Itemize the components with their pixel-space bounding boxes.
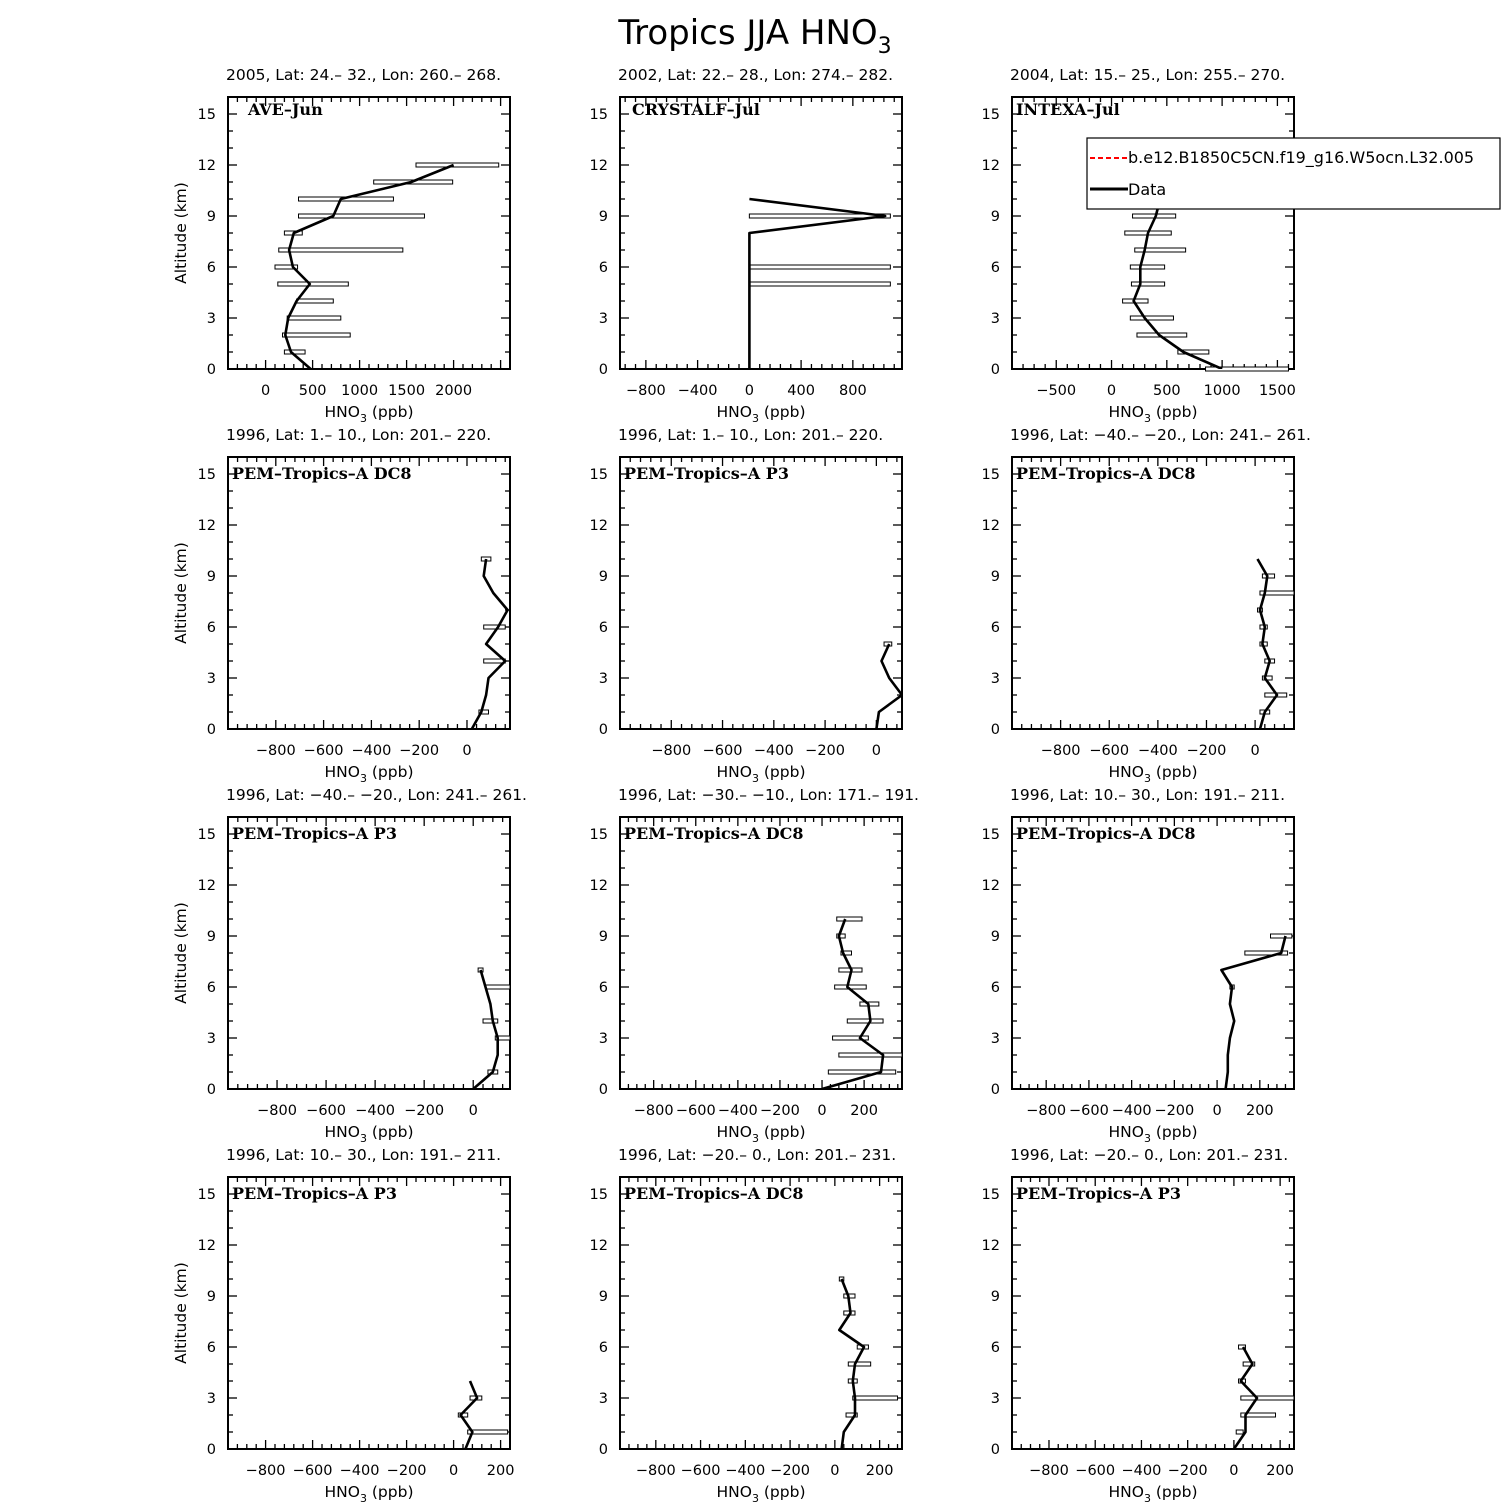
x-tick-label: −800 bbox=[257, 1103, 297, 1119]
x-tick-label: 200 bbox=[1245, 1103, 1274, 1119]
plot-frame bbox=[1012, 457, 1294, 729]
data-profile-line bbox=[472, 559, 508, 729]
spread-bar bbox=[1241, 1396, 1294, 1400]
spread-bar bbox=[853, 1396, 898, 1400]
x-tick-label: 0 bbox=[468, 1103, 478, 1119]
x-tick-label: 200 bbox=[1266, 1463, 1294, 1479]
x-tick-label: −200 bbox=[386, 1463, 427, 1479]
plot-frame bbox=[620, 97, 902, 369]
panel-label: PEM–Tropics–A DC8 bbox=[232, 464, 412, 483]
spread-bar bbox=[847, 1019, 883, 1023]
spread-bar bbox=[1135, 248, 1186, 252]
x-tick-label: −800 bbox=[245, 1463, 286, 1479]
spread-bar bbox=[485, 985, 510, 989]
y-tick-label: 0 bbox=[598, 362, 608, 378]
y-axis-label: Altitude (km) bbox=[172, 902, 190, 1004]
panel-header: 1996, Lat: 1.– 10., Lon: 201.– 220. bbox=[618, 426, 884, 444]
x-tick-label: −600 bbox=[1068, 1103, 1109, 1119]
panels bbox=[172, 66, 1311, 1505]
x-tick-label: 400 bbox=[787, 383, 815, 399]
y-tick-label: 6 bbox=[990, 1340, 1000, 1356]
y-tick-label: 0 bbox=[206, 1442, 216, 1458]
panel-header: 1996, Lat: −40.– −20., Lon: 241.– 261. bbox=[226, 786, 527, 804]
panel-header: 2004, Lat: 15.– 25., Lon: 255.– 270. bbox=[1010, 66, 1286, 84]
panel-header: 2005, Lat: 24.– 32., Lon: 260.– 268. bbox=[226, 66, 502, 84]
legend-label-data: Data bbox=[1128, 180, 1167, 199]
y-tick-label: 6 bbox=[598, 1340, 608, 1356]
panel-label: PEM–Tropics–A DC8 bbox=[1016, 824, 1196, 843]
spread-bar bbox=[278, 282, 349, 286]
x-tick-label: 500 bbox=[298, 383, 327, 399]
y-tick-label: 0 bbox=[206, 1082, 216, 1098]
x-tick-label: −400 bbox=[677, 383, 718, 399]
y-tick-label: 3 bbox=[206, 1391, 216, 1407]
x-tick-label: 200 bbox=[865, 1463, 894, 1479]
plot-frame bbox=[620, 1177, 902, 1449]
y-tick-label: 12 bbox=[589, 158, 608, 174]
panel-header: 1996, Lat: −20.– 0., Lon: 201.– 231. bbox=[618, 1146, 897, 1164]
spread-bar bbox=[1131, 282, 1164, 286]
x-tick-label: 1000 bbox=[341, 383, 379, 399]
data-profile-line bbox=[285, 165, 453, 369]
x-axis-label: $HNO_3$ (ppb) bbox=[324, 403, 414, 425]
x-tick-label: 0 bbox=[1229, 1463, 1239, 1479]
x-tick-label: 500 bbox=[1152, 383, 1181, 399]
y-tick-label: 3 bbox=[206, 1031, 216, 1047]
spread-bar bbox=[284, 350, 305, 354]
spread-bar bbox=[848, 1362, 870, 1366]
x-tick-label: −600 bbox=[702, 743, 743, 759]
y-tick-label: 0 bbox=[206, 722, 216, 738]
y-tick-label: 9 bbox=[206, 929, 216, 945]
y-tick-label: 0 bbox=[990, 1442, 1000, 1458]
y-tick-label: 3 bbox=[598, 311, 608, 327]
x-tick-label: −800 bbox=[625, 383, 666, 399]
x-tick-label: −400 bbox=[355, 1103, 396, 1119]
spread-bar bbox=[287, 316, 341, 320]
x-axis-label: $HNO_3$ (ppb) bbox=[1108, 763, 1198, 785]
panel-11 bbox=[590, 1146, 902, 1505]
spread-bar bbox=[1130, 316, 1173, 320]
y-tick-label: 12 bbox=[197, 518, 216, 534]
x-tick-label: −800 bbox=[1026, 1103, 1067, 1119]
x-tick-label: −200 bbox=[1154, 1103, 1195, 1119]
y-tick-label: 9 bbox=[598, 209, 608, 225]
x-tick-label: −200 bbox=[770, 1463, 811, 1479]
x-tick-label: 1000 bbox=[1203, 383, 1241, 399]
x-tick-label: −400 bbox=[717, 1103, 758, 1119]
y-tick-label: 6 bbox=[598, 980, 608, 996]
x-tick-label: 0 bbox=[1250, 743, 1260, 759]
panel-2 bbox=[590, 66, 902, 425]
x-axis-label: $HNO_3$ (ppb) bbox=[1108, 1483, 1198, 1505]
x-tick-label: −200 bbox=[760, 1103, 800, 1119]
y-tick-label: 15 bbox=[197, 827, 216, 843]
legend-label-model: b.e12.B1850C5CN.f19_g16.W5ocn.L32.005 bbox=[1128, 148, 1475, 167]
x-tick-label: −800 bbox=[635, 1463, 676, 1479]
y-tick-label: 12 bbox=[197, 878, 216, 894]
y-tick-label: 9 bbox=[598, 569, 608, 585]
x-tick-label: −500 bbox=[1036, 383, 1077, 399]
data-profile-line bbox=[1221, 936, 1285, 1089]
x-tick-label: −800 bbox=[1040, 743, 1081, 759]
x-tick-label: −400 bbox=[1121, 1463, 1162, 1479]
y-tick-label: 15 bbox=[197, 107, 216, 123]
y-tick-label: 0 bbox=[990, 722, 1000, 738]
panel-label: PEM–Tropics–A P3 bbox=[1016, 1184, 1181, 1203]
y-tick-label: 15 bbox=[589, 467, 608, 483]
y-tick-label: 15 bbox=[197, 467, 216, 483]
y-tick-label: 6 bbox=[206, 620, 216, 636]
panel-5 bbox=[590, 426, 902, 785]
y-axis-label: Altitude (km) bbox=[172, 1262, 190, 1364]
x-axis-label: $HNO_3$ (ppb) bbox=[716, 763, 806, 785]
y-tick-label: 12 bbox=[589, 518, 608, 534]
x-axis-label: $HNO_3$ (ppb) bbox=[324, 1483, 414, 1505]
x-tick-label: 0 bbox=[448, 1463, 459, 1479]
x-axis-label: $HNO_3$ (ppb) bbox=[716, 403, 806, 425]
x-tick-label: −200 bbox=[1167, 1463, 1208, 1479]
y-tick-label: 3 bbox=[990, 311, 1000, 327]
panel-label: AVE–Jun bbox=[248, 100, 323, 119]
x-tick-label: 0 bbox=[462, 743, 472, 759]
panel-label: CRYSTALF–Jul bbox=[632, 100, 760, 119]
x-tick-label: 0 bbox=[830, 1463, 840, 1479]
x-tick-label: 1500 bbox=[1258, 383, 1296, 399]
panel-3 bbox=[982, 66, 1296, 425]
y-tick-label: 12 bbox=[589, 878, 608, 894]
x-tick-label: −800 bbox=[633, 1103, 674, 1119]
panel-10 bbox=[172, 1146, 514, 1505]
x-tick-label: −200 bbox=[1186, 743, 1227, 759]
panel-header: 1996, Lat: 10.– 30., Lon: 191.– 211. bbox=[1010, 786, 1286, 804]
y-tick-label: 6 bbox=[598, 620, 608, 636]
y-tick-label: 0 bbox=[598, 1082, 608, 1098]
x-tick-label: 0 bbox=[1212, 1103, 1222, 1119]
panel-header: 1996, Lat: −20.– 0., Lon: 201.– 231. bbox=[1010, 1146, 1289, 1164]
panel-header: 1996, Lat: 1.– 10., Lon: 201.– 220. bbox=[226, 426, 492, 444]
y-tick-label: 9 bbox=[206, 569, 216, 585]
x-tick-label: 200 bbox=[486, 1463, 515, 1479]
y-tick-label: 6 bbox=[206, 980, 216, 996]
spread-bar bbox=[483, 1019, 498, 1023]
x-tick-label: −600 bbox=[1089, 743, 1130, 759]
x-tick-label: −800 bbox=[1029, 1463, 1069, 1479]
x-tick-label: −400 bbox=[351, 743, 392, 759]
y-tick-label: 0 bbox=[206, 362, 216, 378]
x-tick-label: −600 bbox=[680, 1463, 721, 1479]
x-tick-label: −600 bbox=[1075, 1463, 1116, 1479]
y-tick-label: 3 bbox=[598, 671, 608, 687]
x-tick-label: 0 bbox=[1106, 383, 1117, 399]
panel-9 bbox=[982, 786, 1294, 1145]
y-tick-label: 6 bbox=[990, 980, 1000, 996]
spread-bar bbox=[1130, 265, 1164, 269]
x-tick-label: −400 bbox=[1137, 743, 1178, 759]
y-tick-label: 9 bbox=[206, 209, 216, 225]
y-tick-label: 0 bbox=[598, 722, 608, 738]
legend bbox=[1087, 138, 1500, 209]
spread-bar bbox=[837, 917, 862, 921]
spread-bar bbox=[1271, 934, 1292, 938]
y-tick-label: 12 bbox=[197, 158, 216, 174]
y-tick-label: 12 bbox=[981, 1238, 1000, 1254]
x-tick-label: −600 bbox=[292, 1463, 333, 1479]
x-tick-label: 0 bbox=[871, 743, 881, 759]
spread-bar bbox=[828, 1070, 895, 1074]
panel-label: PEM–Tropics–A P3 bbox=[232, 824, 397, 843]
x-axis-label: $HNO_3$ (ppb) bbox=[716, 1483, 806, 1505]
y-tick-label: 6 bbox=[206, 1340, 216, 1356]
y-tick-label: 6 bbox=[990, 620, 1000, 636]
y-tick-label: 12 bbox=[981, 518, 1000, 534]
x-axis-label: $HNO_3$ (ppb) bbox=[324, 763, 414, 785]
y-tick-label: 6 bbox=[206, 260, 216, 276]
y-tick-label: 12 bbox=[981, 158, 1000, 174]
plot-frame bbox=[228, 97, 510, 369]
x-tick-label: −200 bbox=[399, 743, 440, 759]
x-tick-label: −400 bbox=[1111, 1103, 1152, 1119]
y-tick-label: 15 bbox=[589, 827, 608, 843]
spread-bar bbox=[297, 299, 334, 303]
y-tick-label: 0 bbox=[598, 1442, 608, 1458]
spread-bar bbox=[283, 333, 351, 337]
panel-label: PEM–Tropics–A DC8 bbox=[1016, 464, 1196, 483]
x-tick-label: 1500 bbox=[388, 383, 426, 399]
y-tick-label: 15 bbox=[589, 1187, 608, 1203]
panel-header: 2002, Lat: 22.– 28., Lon: 274.– 282. bbox=[618, 66, 894, 84]
x-tick-label: 800 bbox=[839, 383, 867, 399]
x-tick-label: −600 bbox=[306, 1103, 347, 1119]
y-tick-label: 9 bbox=[598, 1289, 608, 1305]
y-tick-label: 6 bbox=[990, 260, 1000, 276]
x-tick-label: −600 bbox=[303, 743, 344, 759]
plot-frame bbox=[228, 817, 510, 1089]
y-tick-label: 3 bbox=[206, 311, 216, 327]
panel-label: PEM–Tropics–A DC8 bbox=[624, 824, 804, 843]
panel-label: PEM–Tropics–A P3 bbox=[232, 1184, 397, 1203]
y-tick-label: 9 bbox=[206, 1289, 216, 1305]
spread-bar bbox=[1236, 1430, 1243, 1434]
y-tick-label: 0 bbox=[990, 1082, 1000, 1098]
y-tick-label: 12 bbox=[197, 1238, 216, 1254]
y-tick-label: 12 bbox=[981, 878, 1000, 894]
y-tick-label: 15 bbox=[197, 1187, 216, 1203]
y-tick-label: 0 bbox=[990, 362, 1000, 378]
spread-bar bbox=[299, 214, 425, 218]
panel-4 bbox=[172, 426, 510, 785]
x-tick-label: 0 bbox=[817, 1103, 827, 1119]
plot-frame bbox=[1012, 1177, 1294, 1449]
plot-frame bbox=[620, 457, 902, 729]
y-tick-label: 3 bbox=[598, 1031, 608, 1047]
y-tick-label: 9 bbox=[990, 569, 1000, 585]
spread-bar bbox=[749, 265, 890, 269]
y-tick-label: 9 bbox=[990, 209, 1000, 225]
x-tick-label: −800 bbox=[255, 743, 296, 759]
panel-8 bbox=[590, 786, 919, 1145]
panel-6 bbox=[982, 426, 1311, 785]
y-tick-label: 3 bbox=[206, 671, 216, 687]
spread-bar bbox=[839, 1053, 902, 1057]
x-tick-label: −400 bbox=[753, 743, 794, 759]
y-tick-label: 15 bbox=[589, 107, 608, 123]
y-tick-label: 9 bbox=[990, 1289, 1000, 1305]
data-profile-line bbox=[876, 644, 902, 729]
y-tick-label: 15 bbox=[981, 827, 1000, 843]
x-tick-label: −400 bbox=[339, 1463, 380, 1479]
panel-header: 1996, Lat: 10.– 30., Lon: 191.– 211. bbox=[226, 1146, 502, 1164]
panel-7 bbox=[172, 786, 527, 1145]
panel-1 bbox=[172, 66, 510, 425]
x-axis-label: $HNO_3$ (ppb) bbox=[716, 1123, 806, 1145]
y-axis-label: Altitude (km) bbox=[172, 182, 190, 284]
plot-frame bbox=[228, 457, 510, 729]
y-tick-label: 3 bbox=[598, 1391, 608, 1407]
y-tick-label: 3 bbox=[990, 1391, 1000, 1407]
panel-label: INTEXA–Jul bbox=[1016, 100, 1120, 119]
x-tick-label: 0 bbox=[744, 383, 754, 399]
panel-label: PEM–Tropics–A P3 bbox=[624, 464, 789, 483]
y-tick-label: 12 bbox=[589, 1238, 608, 1254]
panel-12 bbox=[982, 1146, 1294, 1505]
spread-bar bbox=[749, 282, 890, 286]
x-axis-label: $HNO_3$ (ppb) bbox=[1108, 403, 1198, 425]
x-tick-label: −200 bbox=[404, 1103, 445, 1119]
figure-title: Tropics JJA $HNO_3$ bbox=[618, 13, 892, 59]
y-tick-label: 15 bbox=[981, 1187, 1000, 1203]
y-tick-label: 6 bbox=[598, 260, 608, 276]
x-tick-label: −600 bbox=[675, 1103, 716, 1119]
panel-header: 1996, Lat: −40.– −20., Lon: 241.– 261. bbox=[1010, 426, 1311, 444]
y-tick-label: 3 bbox=[990, 1031, 1000, 1047]
spread-bar bbox=[484, 625, 506, 629]
x-tick-label: 0 bbox=[260, 383, 271, 399]
x-tick-label: −200 bbox=[805, 743, 846, 759]
data-profile-line bbox=[1134, 182, 1223, 369]
y-tick-label: 15 bbox=[981, 467, 1000, 483]
y-tick-label: 15 bbox=[981, 107, 1000, 123]
y-axis-label: Altitude (km) bbox=[172, 542, 190, 644]
panel-label: PEM–Tropics–A DC8 bbox=[624, 1184, 804, 1203]
x-tick-label: 2000 bbox=[435, 383, 473, 399]
x-axis-label: $HNO_3$ (ppb) bbox=[1108, 1123, 1198, 1145]
x-tick-label: −400 bbox=[725, 1463, 766, 1479]
panel-header: 1996, Lat: −30.– −10., Lon: 171.– 191. bbox=[618, 786, 919, 804]
y-tick-label: 9 bbox=[990, 929, 1000, 945]
spread-bar bbox=[416, 163, 499, 167]
y-tick-label: 3 bbox=[990, 671, 1000, 687]
x-tick-label: 200 bbox=[850, 1103, 878, 1119]
plot-frame bbox=[620, 817, 902, 1089]
spread-bar bbox=[279, 248, 403, 252]
x-tick-label: −800 bbox=[651, 743, 692, 759]
x-axis-label: $HNO_3$ (ppb) bbox=[324, 1123, 414, 1145]
y-tick-label: 9 bbox=[598, 929, 608, 945]
